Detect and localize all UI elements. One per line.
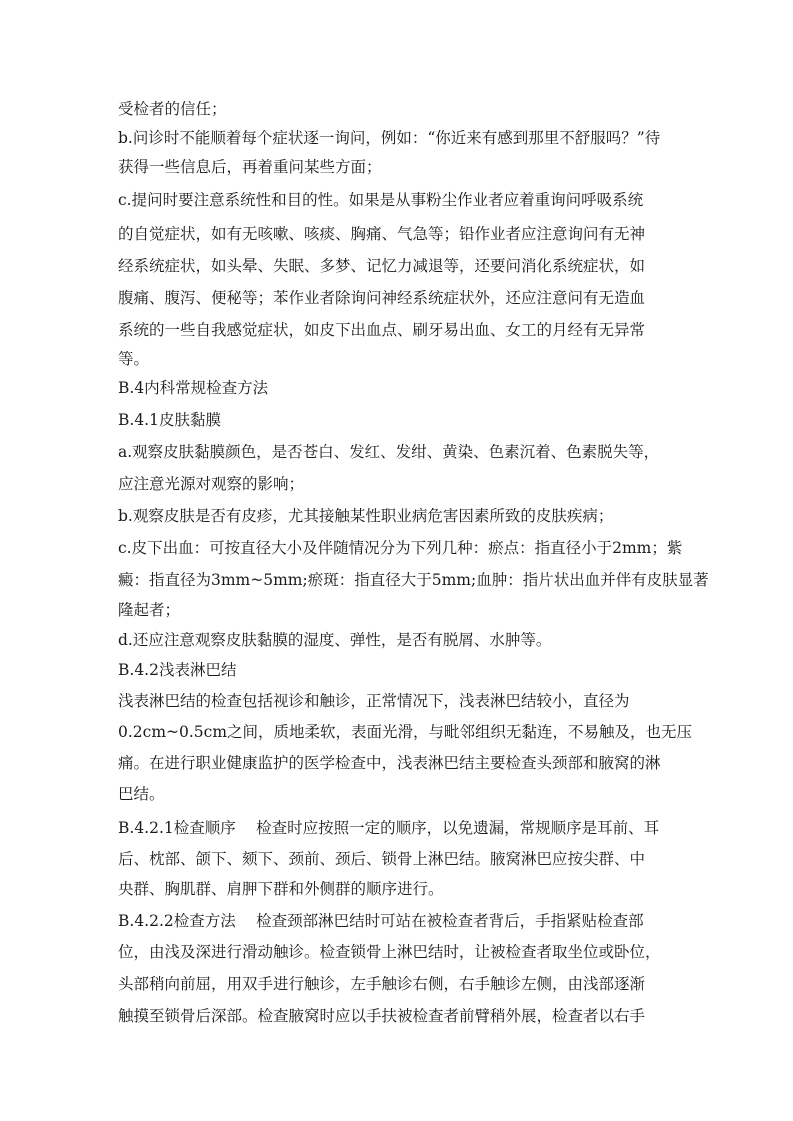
text-line: 获得一些信息后，再着重问某些方面； — [118, 158, 382, 176]
text-line: c.皮下出血：可按直径大小及伴随情况分为下列几种：瘀点：指直径小于2mm；紫 — [118, 539, 683, 557]
text-line: 经系统症状，如头晕、失眠、多梦、记忆力减退等，还要问消化系统症状，如 — [118, 257, 646, 275]
text-line: b.观察皮肤是否有皮疹，尤其接触某性职业病危害因素所致的皮肤疾病； — [118, 507, 614, 525]
text-line: 系统的一些自我感觉症状，如皮下出血点、刷牙易出血、女工的月经有无异常 — [118, 321, 646, 339]
text-line: b.问诊时不能顺着每个症状逐一询问，例如：“你近来有感到那里不舒服吗？”待 — [118, 129, 661, 147]
subsection-heading: B.4.1皮肤黏膜 — [118, 411, 221, 429]
text-line: 0.2cm~0.5cm之间，质地柔软，表面光滑，与毗邻组织无黏连，不易触及，也无压 — [118, 723, 693, 741]
text-line: a.观察皮肤黏膜颜色，是否苍白、发红、发绀、黄染、色素沉着、色素脱失等， — [118, 443, 660, 461]
text-line: 应注意光源对观察的影响； — [118, 475, 305, 493]
subsection-heading: B.4.2浅表淋巴结 — [118, 661, 237, 679]
text-line: 后、枕部、颌下、颏下、颈前、颈后、锁骨上淋巴结。腋窝淋巴应按尖群、中 — [118, 850, 646, 868]
text-line: d.还应注意观察皮肤黏膜的湿度、弹性，是否有脱屑、水肿等。 — [118, 631, 552, 649]
text-line: 腹痛、腹泻、便秘等；苯作业者除询问神经系统症状外，还应注意问有无造血 — [118, 289, 646, 307]
text-line: 的自觉症状，如有无咳嗽、咳痰、胸痛、气急等；铅作业者应注意询问有无神 — [118, 225, 646, 243]
text-line: 头部稍向前屈，用双手进行触诊，左手触诊右侧，右手触诊左侧，由浅部逐渐 — [118, 975, 646, 993]
text-line: 等。 — [118, 350, 150, 368]
text-line: 受检者的信任； — [118, 100, 227, 118]
text-line: 浅表淋巴结的检查包括视诊和触诊，正常情况下，浅表淋巴结较小，直径为 — [118, 692, 630, 710]
text-line: 癜：指直径为3mm~5mm;瘀斑：指直径大于5mm;血肿：指片状出血并伴有皮肤显著 — [118, 571, 709, 589]
text-line: 触摸至锁骨后深部。检查腋窝时应以手扶被检查者前臂稍外展，检查者以右手 — [118, 1007, 646, 1025]
text-line: B.4.2.1检查顺序 检查时应按照一定的顺序，以免遗漏，常规顺序是耳前、耳 — [118, 819, 660, 837]
text-line: 痛。在进行职业健康监护的医学检查中，浅表淋巴结主要检查头颈部和腋窝的淋 — [118, 754, 661, 772]
text-line: 央群、胸肌群、肩胛下群和外侧群的顺序进行。 — [118, 880, 444, 898]
text-line: B.4.2.2检查方法 检查颈部淋巴结时可站在被检查者背后，手指紧贴检查部 — [118, 912, 644, 930]
text-line: 隆起者； — [118, 601, 181, 619]
section-heading: B.4内科常规检查方法 — [118, 379, 269, 397]
text-line: 巴结。 — [118, 785, 165, 803]
text-line: 位，由浅及深进行滑动触诊。检查锁骨上淋巴结时，让被检查者取坐位或卧位， — [118, 943, 661, 961]
text-line: c.提问时要注意系统性和目的性。如果是从事粉尘作业者应着重询问呼吸系统 — [118, 191, 644, 209]
